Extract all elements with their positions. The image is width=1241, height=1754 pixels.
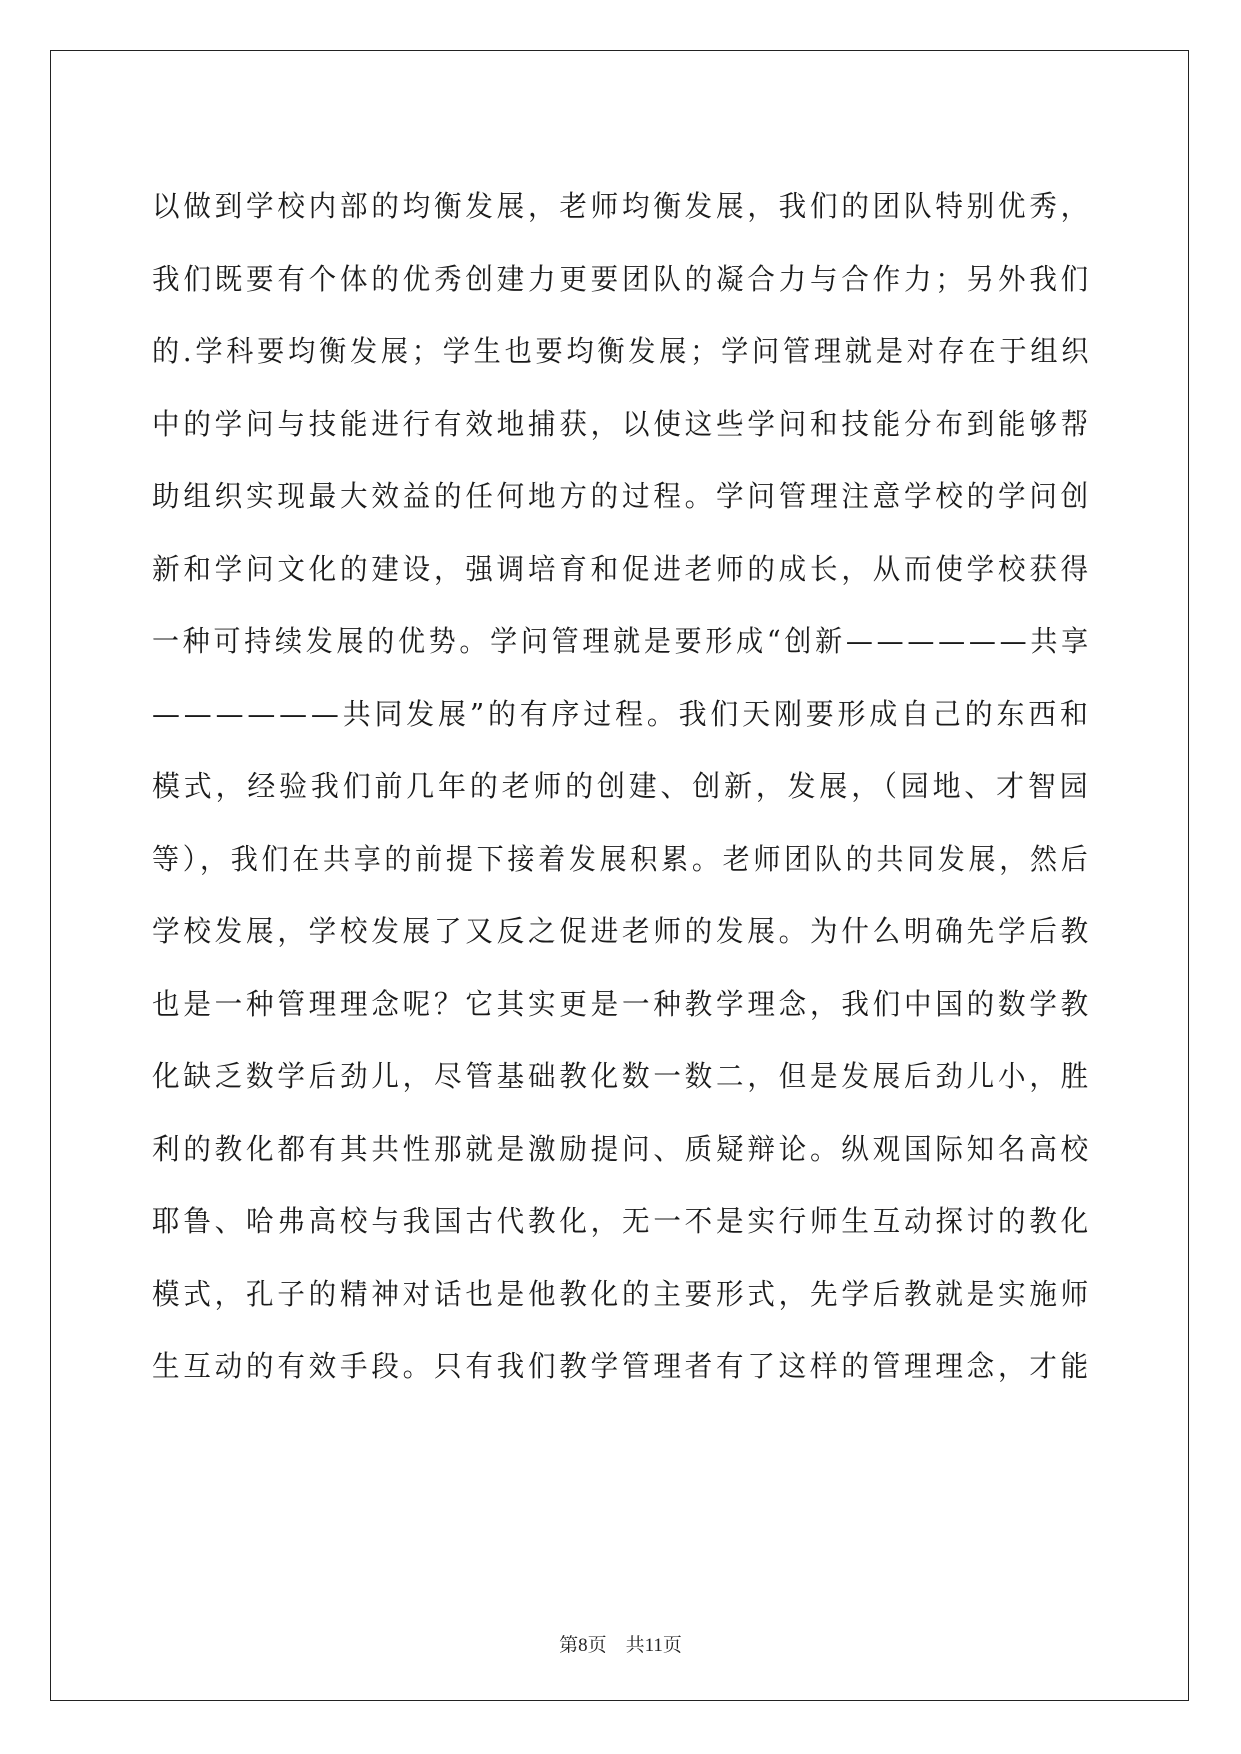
text-line: 等），我们在共享的前提下接着发展积累。老师团队的共同发展，然后 <box>152 841 1092 876</box>
text-line: 我们既要有个体的优秀创建力更要团队的凝合力与合作力；另外我们 <box>152 261 1093 296</box>
text-line: 耶鲁、哈弗高校与我国古代教化，无一不是实行师生互动探讨的教化 <box>152 1204 1093 1238</box>
body-text <box>152 170 1092 1403</box>
text-line: 模式，经验我们前几年的老师的创建、创新，发展，（园地、才智园 <box>152 769 1092 803</box>
page-number-footer: 第8页 共11页 <box>559 1635 682 1656</box>
text-line: 一种可持续发展的优势。学问管理就是要形成“创新——————共享 <box>152 624 1092 658</box>
text-line: 新和学问文化的建设，强调培育和促进老师的成长，从而使学校获得 <box>152 551 1093 586</box>
text-line: 学校发展，学校发展了又反之促进老师的发展。为什么明确先学后教 <box>152 914 1093 948</box>
text-line: 化缺乏数学后劲儿，尽管基础教化数一数二，但是发展后劲儿小，胜 <box>152 1059 1093 1093</box>
text-line: 利的教化都有其共性那就是激励提问、质疑辩论。纵观国际知名高校 <box>152 1131 1093 1166</box>
text-line: 中的学问与技能进行有效地捕获，以使这些学问和技能分布到能够帮 <box>152 406 1093 441</box>
text-line: 以做到学校内部的均衡发展，老师均衡发展，我们的团队特别优秀， <box>152 189 1093 223</box>
text-line: 助组织实现最大效益的任何地方的过程。学问管理注意学校的学问创 <box>152 479 1093 513</box>
text-line: 的.学科要均衡发展；学生也要均衡发展；学问管理就是对存在于组织 <box>152 334 1093 368</box>
text-line: 也是一种管理理念呢？它其实更是一种教学理念，我们中国的数学教 <box>152 986 1093 1021</box>
text-line: ——————共同发展”的有序过程。我们天刚要形成自己的东西和 <box>152 696 1092 731</box>
text-line: 模式，孔子的精神对话也是他教化的主要形式，先学后教就是实施师 <box>152 1276 1093 1311</box>
text-line: 生互动的有效手段。只有我们教学管理者有了这样的管理理念，才能 <box>152 1349 1093 1383</box>
